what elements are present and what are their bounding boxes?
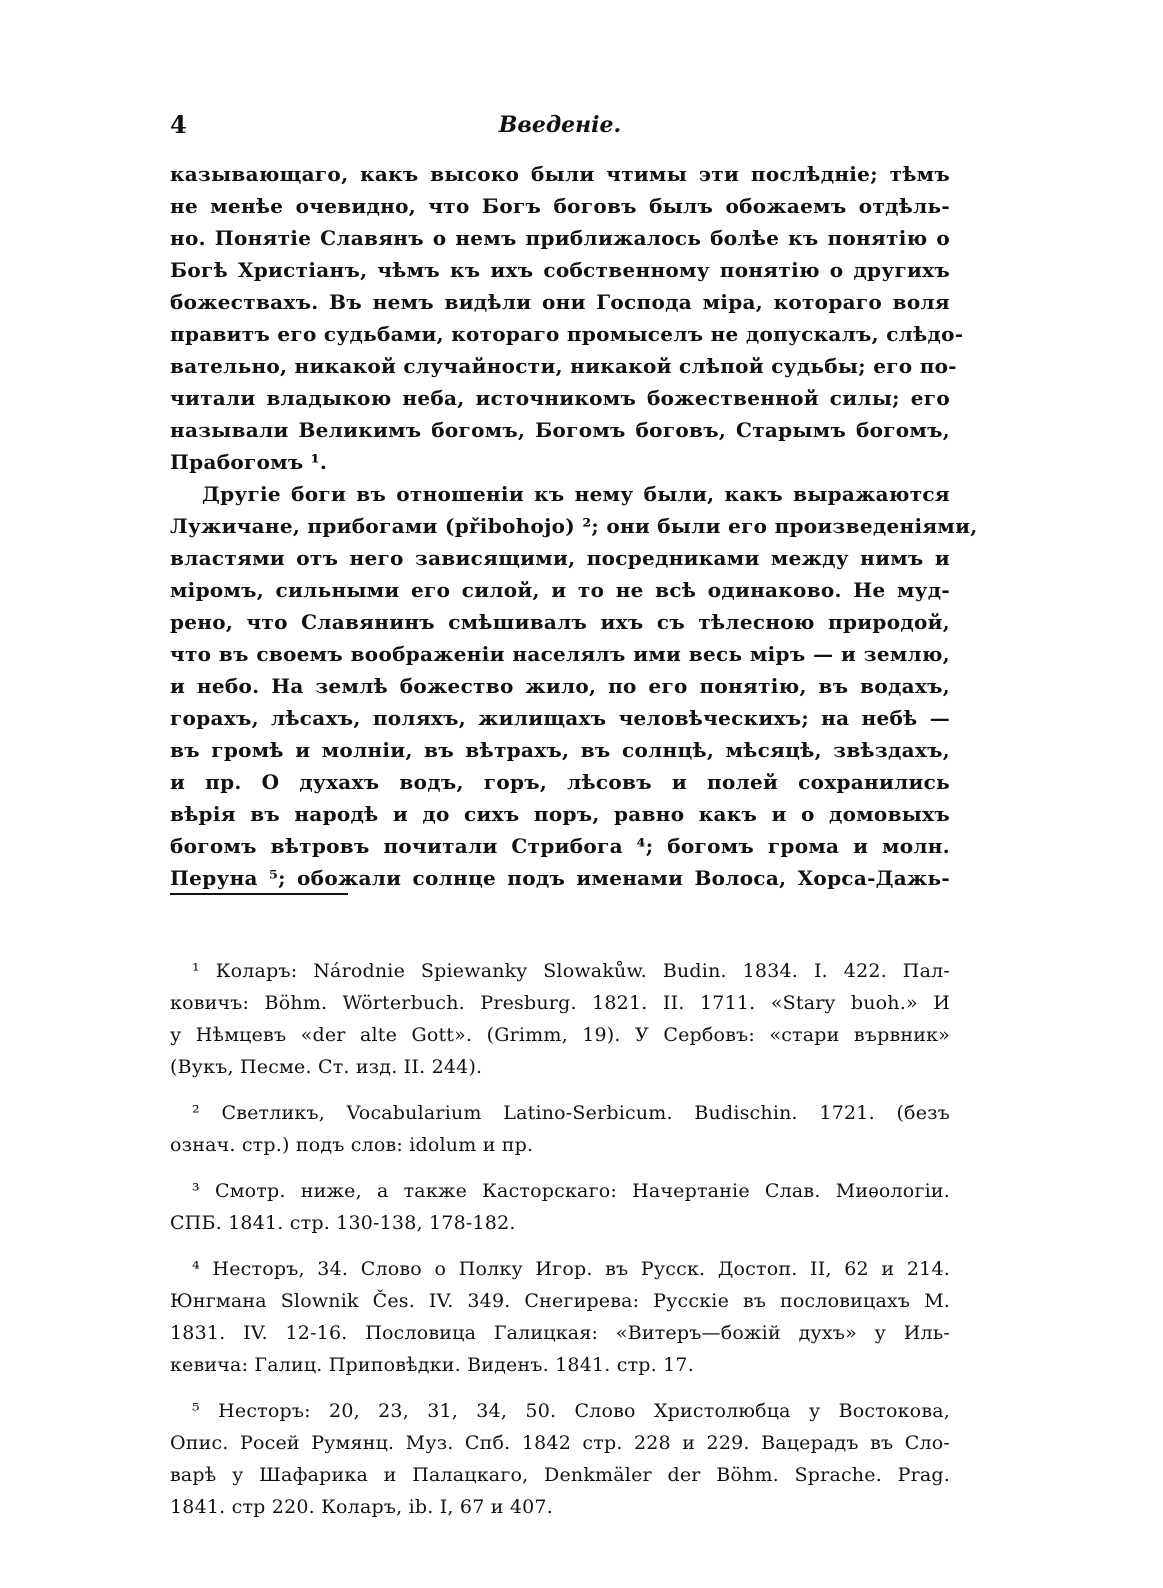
text-line: божествахъ. Въ немъ видѣли они Господа міра, котораго воля — [170, 290, 950, 314]
footnote-line: кевича: Галиц. Приповѣдки. Виденъ. 1841. стр. 17. — [170, 1354, 694, 1376]
footnote — [170, 1175, 950, 1239]
text-line: правитъ его судьбами, котораго промыселъ не допускалъ, слѣдо- — [170, 322, 964, 346]
text-line: казывающаго, какъ высоко были чтимы эти послѣдніе; тѣмъ — [170, 162, 950, 186]
text-line: Лужичане, прибогами (přibohojo) ²; они были его произведеніями, — [170, 514, 978, 538]
text-line: вѣрія въ народѣ и до сихъ поръ, равно какъ и о домовыхъ — [170, 802, 950, 826]
text-line: Перуна ⁵; обожали солнце подъ именами Волоса, Хорса-Дажь- — [170, 866, 950, 890]
footnote-line: у Нѣмцевъ «der alte Gott». (Grimm, 19). У Сербовъ: «стари вървник» — [170, 1024, 950, 1046]
text-line: называли Великимъ богомъ, Богомъ боговъ, Старымъ богомъ, — [170, 418, 950, 442]
footnote — [170, 1395, 950, 1523]
footnote-line: (Вукъ, Песме. Ст. изд. II. 244). — [170, 1056, 483, 1078]
text-line: читали владыкою неба, источникомъ божественной силы; его — [170, 386, 950, 410]
footnote-line: 1841. стр 220. Коларъ, ib. I, 67 и 407. — [170, 1496, 553, 1518]
running-title: Введеніе. — [498, 112, 622, 138]
text-line: не менѣе очевидно, что Богъ боговъ былъ обожаемъ отдѣль- — [170, 194, 950, 218]
page-number: 4 — [170, 110, 187, 139]
footnote-divider — [170, 893, 348, 895]
main-text — [170, 158, 978, 894]
footnote-line: ⁴ Несторъ, 34. Слово о Полку Игор. въ Русск. Достоп. II, 62 и 214. — [192, 1258, 950, 1280]
footnote-line: ² Светликъ, Vocabularium Latino-Serbicum. Budischin. 1721. (безъ — [192, 1102, 950, 1124]
text-line: Богѣ Христіанъ, чѣмъ къ ихъ собственному понятію о другихъ — [170, 258, 950, 282]
footnote-marker: ³ — [192, 1180, 200, 1202]
footnote-line: ковичъ: Böhm. Wörterbuch. Presburg. 1821. II. 1711. «Stary buoh.» И — [170, 992, 950, 1014]
text-line: рено, что Славянинъ смѣшивалъ ихъ съ тѣлесною природой, — [170, 610, 950, 634]
footnote — [170, 1097, 950, 1161]
footnote-line: Опис. Росей Румянц. Муз. Спб. 1842 стр. 228 и 229. Вацерадъ въ Сло- — [170, 1432, 950, 1454]
footnote-line: 1831. IV. 12-16. Пословица Галицкая: «Витеръ—божій духъ» у Иль- — [170, 1322, 950, 1344]
footnote-line: ¹ Коларъ: Národnie Spiewanky Slowakůw. Budin. 1834. I. 422. Пал- — [192, 960, 950, 982]
text-line: горахъ, лѣсахъ, поляхъ, жилищахъ человѣческихъ; на небѣ — — [170, 706, 950, 730]
text-line: міромъ, сильными его силой, и то не всѣ одинаково. Не муд- — [170, 578, 950, 602]
footnote-line: Юнгмана Slownik Čes. IV. 349. Снегирева: Русскіе въ пословицахъ М. — [170, 1290, 950, 1312]
footnote-marker: ⁵ — [192, 1400, 200, 1422]
footnote — [170, 1253, 950, 1381]
footnote-line: варѣ у Шафарика и Палацкаго, Denkmäler der Böhm. Sprache. Prag. — [170, 1464, 950, 1486]
text-line: вательно, никакой случайности, никакой слѣпой судьбы; его по- — [170, 354, 957, 378]
text-line: что въ своемъ воображеніи населялъ ими весь міръ — и землю, — [170, 642, 950, 666]
text-line: властями отъ него зависящими, посредниками между нимъ и — [170, 546, 950, 570]
footnote — [170, 955, 950, 1083]
footnote-marker: ⁴ — [192, 1258, 200, 1280]
footnote-marker: ² — [192, 1102, 200, 1124]
footnote-line: ⁵ Несторъ: 20, 23, 31, 34, 50. Слово Христолюбца у Востокова, — [192, 1400, 950, 1422]
text-line: и пр. О духахъ водъ, горъ, лѣсовъ и полей сохранились — [170, 770, 950, 794]
footnote-line: СПБ. 1841. стр. 130-138, 178-182. — [170, 1212, 516, 1234]
footnote-line: означ. стр.) подъ слов: idolum и пр. — [170, 1134, 534, 1156]
footnotes — [170, 955, 950, 1537]
text-line: Прабогомъ ¹. — [170, 450, 328, 474]
text-line: но. Понятіе Славянъ о немъ приближалось болѣе къ понятію о — [170, 226, 950, 250]
page-header — [170, 110, 950, 150]
footnote-line: ³ Смотр. ниже, а также Касторскаго: Начертаніе Слав. Миѳологіи. — [192, 1180, 950, 1202]
footnote-marker: ¹ — [192, 960, 200, 982]
text-line: въ громѣ и молніи, въ вѣтрахъ, въ солнцѣ, мѣсяцѣ, звѣздахъ, — [170, 738, 950, 762]
text-line: и небо. На землѣ божество жило, по его понятію, въ водахъ, — [170, 674, 950, 698]
text-line: богомъ вѣтровъ почитали Стрибога ⁴; богомъ грома и молн. — [170, 834, 950, 858]
text-line: Другіе боги въ отношеніи къ нему были, какъ выражаются — [202, 482, 950, 506]
